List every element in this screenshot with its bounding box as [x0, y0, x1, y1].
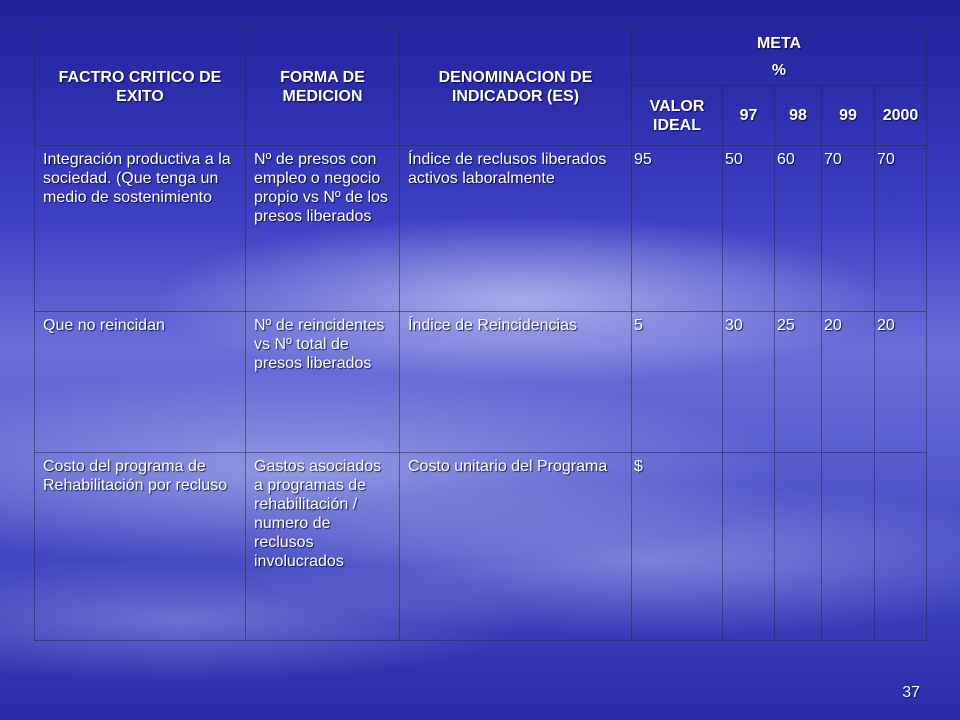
header-percent: % — [771, 61, 787, 79]
header-ideal: VALOR IDEAL — [632, 86, 723, 146]
cell-factor: Integración productiva a la sociedad. (Que tenga un medio de sostenimiento — [35, 146, 246, 312]
indicators-table — [34, 27, 927, 641]
cell-97: 30 — [723, 312, 775, 453]
cell-factor: Que no reincidan — [35, 312, 246, 453]
cell-98 — [775, 453, 822, 641]
header-year-99: 99 — [822, 86, 875, 146]
header-meta-label: META — [756, 34, 802, 52]
cell-97: 50 — [723, 146, 775, 312]
table-row — [35, 453, 927, 641]
header-meta — [632, 28, 927, 86]
header-year-2000: 2000 — [875, 86, 927, 146]
cell-98: 25 — [775, 312, 822, 453]
cell-ideal: 95 — [632, 146, 723, 312]
cell-indicator: Índice de Reincidencias — [400, 312, 632, 453]
header-year-98: 98 — [775, 86, 822, 146]
cell-method: Gastos asociados a programas de rehabilitación / numero de reclusos involucrados — [246, 453, 400, 641]
cell-indicator: Costo unitario del Programa — [400, 453, 632, 641]
cell-2000 — [875, 453, 927, 641]
page-number: 37 — [902, 684, 920, 701]
cell-99: 20 — [822, 312, 875, 453]
cell-ideal: $ — [632, 453, 723, 641]
cell-99 — [822, 453, 875, 641]
header-method: FORMA DE MEDICION — [246, 28, 400, 146]
cell-factor: Costo del programa de Rehabilitación por recluso — [35, 453, 246, 641]
cell-2000: 70 — [875, 146, 927, 312]
cell-97 — [723, 453, 775, 641]
table-row — [35, 146, 927, 312]
cell-ideal: 5 — [632, 312, 723, 453]
cell-99: 70 — [822, 146, 875, 312]
header-year-97: 97 — [723, 86, 775, 146]
header-factor: FACTRO CRITICO DE EXITO — [35, 28, 246, 146]
header-indicator: DENOMINACION DE INDICADOR (ES) — [400, 28, 632, 146]
cell-98: 60 — [775, 146, 822, 312]
table-row — [35, 312, 927, 453]
cell-method: Nº de reincidentes vs Nº total de presos liberados — [246, 312, 400, 453]
cell-indicator: Índice de reclusos liberados activos laboralmente — [400, 146, 632, 312]
cell-2000: 20 — [875, 312, 927, 453]
cell-method: Nº de presos con empleo o negocio propio vs Nº de los presos liberados — [246, 146, 400, 312]
